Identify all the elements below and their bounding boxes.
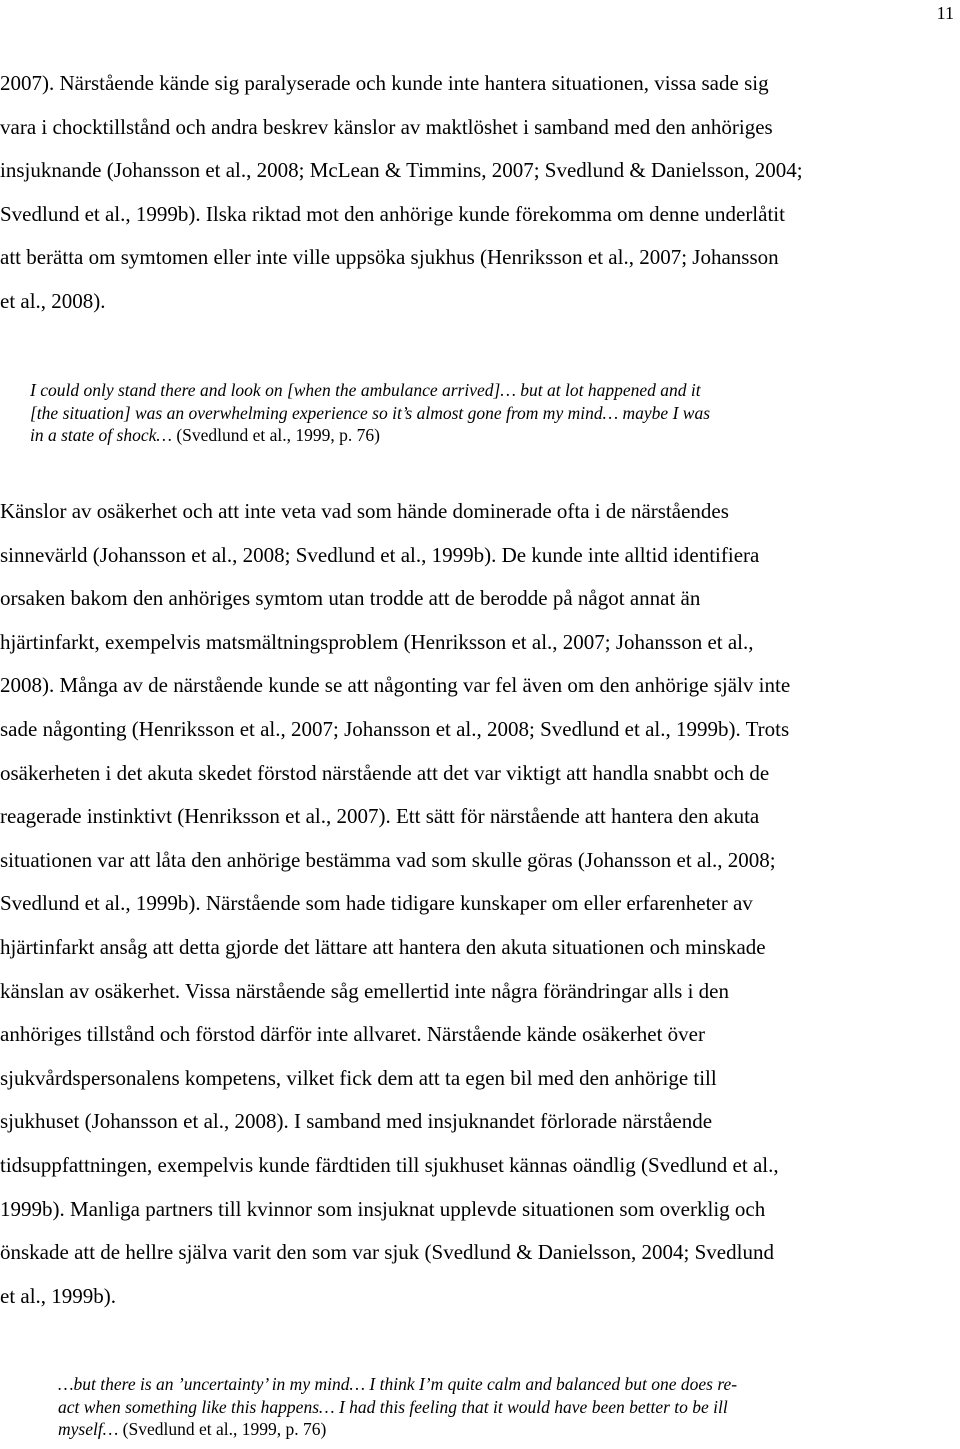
paragraph-line: Svedlund et al., 1999b). Ilska riktad mot den anhörige kunde förekomma om denne underlåtit xyxy=(0,201,785,226)
paragraph-line: anhöriges tillstånd och förstod därför inte allvaret. Närstående kände osäkerhet över xyxy=(0,1022,705,1047)
paragraph-line: 2008). Många av de närstående kunde se att någonting var fel även om den anhörige själv inte xyxy=(0,673,791,698)
paragraph-line: et al., 1999b). xyxy=(0,1283,117,1308)
paragraph-line: önskade att de hellre själva varit den som var sjuk (Svedlund & Danielsson, 2004; Svedlund xyxy=(0,1240,774,1265)
paragraph-line: 1999b). Manliga partners till kvinnor som insjuknat upplevde situationen som overklig och xyxy=(0,1196,766,1221)
quote-text: in a state of shock… xyxy=(30,425,172,445)
paragraph-line: vara i chocktillstånd och andra beskrev känslor av maktlöshet i samband med den anhöriges xyxy=(0,114,773,139)
quote-text: myself… xyxy=(58,1419,119,1439)
paragraph-line: hjärtinfarkt, exempelvis matsmältningsproblem (Henriksson et al., 2007; Johansson et al., xyxy=(0,629,754,654)
paragraph-line: osäkerheten i det akuta skedet förstod närstående att det var viktigt att handla snabbt och de xyxy=(0,760,770,785)
paragraph-line: Känslor av osäkerhet och att inte veta vad som hände dominerade ofta i de närståendes xyxy=(0,499,729,523)
paragraph-line: insjuknande (Johansson et al., 2008; McLean & Timmins, 2007; Svedlund & Danielsson, 2004; xyxy=(0,158,803,183)
body-paragraph-2 xyxy=(0,490,960,1318)
body-paragraph-1 xyxy=(0,62,960,324)
quote-line: act when something like this happens… I had this feeling that it would have been better to be ill xyxy=(58,1396,728,1417)
quote-citation: (Svedlund et al., 1999, p. 76) xyxy=(118,1419,327,1439)
paragraph-line: hjärtinfarkt ansåg att detta gjorde det lättare att hantera den akuta situationen och minskade xyxy=(0,934,766,959)
paragraph-line: tidsuppfattningen, exempelvis kunde färdtiden till sjukhuset kännas oändlig (Svedlund et al., xyxy=(0,1152,779,1177)
paragraph-line: 2007). Närstående kände sig paralyserade och kunde inte hantera situationen, vissa sade sig xyxy=(0,71,769,95)
paragraph-line: orsaken bakom den anhöriges symtom utan trodde att de berodde på något annat än xyxy=(0,586,701,611)
paragraph-line: et al., 2008). xyxy=(0,288,106,313)
paragraph-line: situationen var att låta den anhörige bestämma vad som skulle göras (Johansson et al., 2008; xyxy=(0,847,776,872)
quote-line-with-citation xyxy=(58,1418,737,1441)
paragraph-line: känslan av osäkerhet. Vissa närstående såg emellertid inte några förändringar alls i den xyxy=(0,978,730,1003)
quote-line-with-citation xyxy=(30,424,710,447)
quote-line: I could only stand there and look on [when the ambulance arrived]… but at lot happened and it xyxy=(30,380,701,400)
paragraph-line: Svedlund et al., 1999b). Närstående som hade tidigare kunskaper om eller erfarenheter av xyxy=(0,891,753,916)
block-quote-1 xyxy=(30,379,710,447)
paragraph-line: sjukhuset (Johansson et al., 2008). I samband med insjuknandet förlorade närstående xyxy=(0,1109,713,1134)
paragraph-line: att berätta om symtomen eller inte ville uppsöka sjukhus (Henriksson et al., 2007; Johansson xyxy=(0,245,779,270)
quote-citation: (Svedlund et al., 1999, p. 76) xyxy=(171,425,380,445)
quote-line: …but there is an ’uncertainty’ in my mind… I think I’m quite calm and balanced but one does re- xyxy=(58,1374,738,1394)
paragraph-line: sade någonting (Henriksson et al., 2007; Johansson et al., 2008; Svedlund et al., 1999b). Trots xyxy=(0,716,790,741)
paragraph-line: sinnevärld (Johansson et al., 2008; Svedlund et al., 1999b). De kunde inte alltid identifiera xyxy=(0,542,760,567)
paragraph-line: reagerade instinktivt (Henriksson et al., 2007). Ett sätt för närstående att hantera den akuta xyxy=(0,804,760,829)
paragraph-line: sjukvårdspersonalens kompetens, vilket fick dem att ta egen bil med den anhörige till xyxy=(0,1065,717,1090)
quote-line: [the situation] was an overwhelming experience so it’s almost gone from my mind… maybe I was xyxy=(30,402,711,423)
page-number: 11 xyxy=(936,3,954,23)
block-quote-2 xyxy=(58,1373,737,1441)
